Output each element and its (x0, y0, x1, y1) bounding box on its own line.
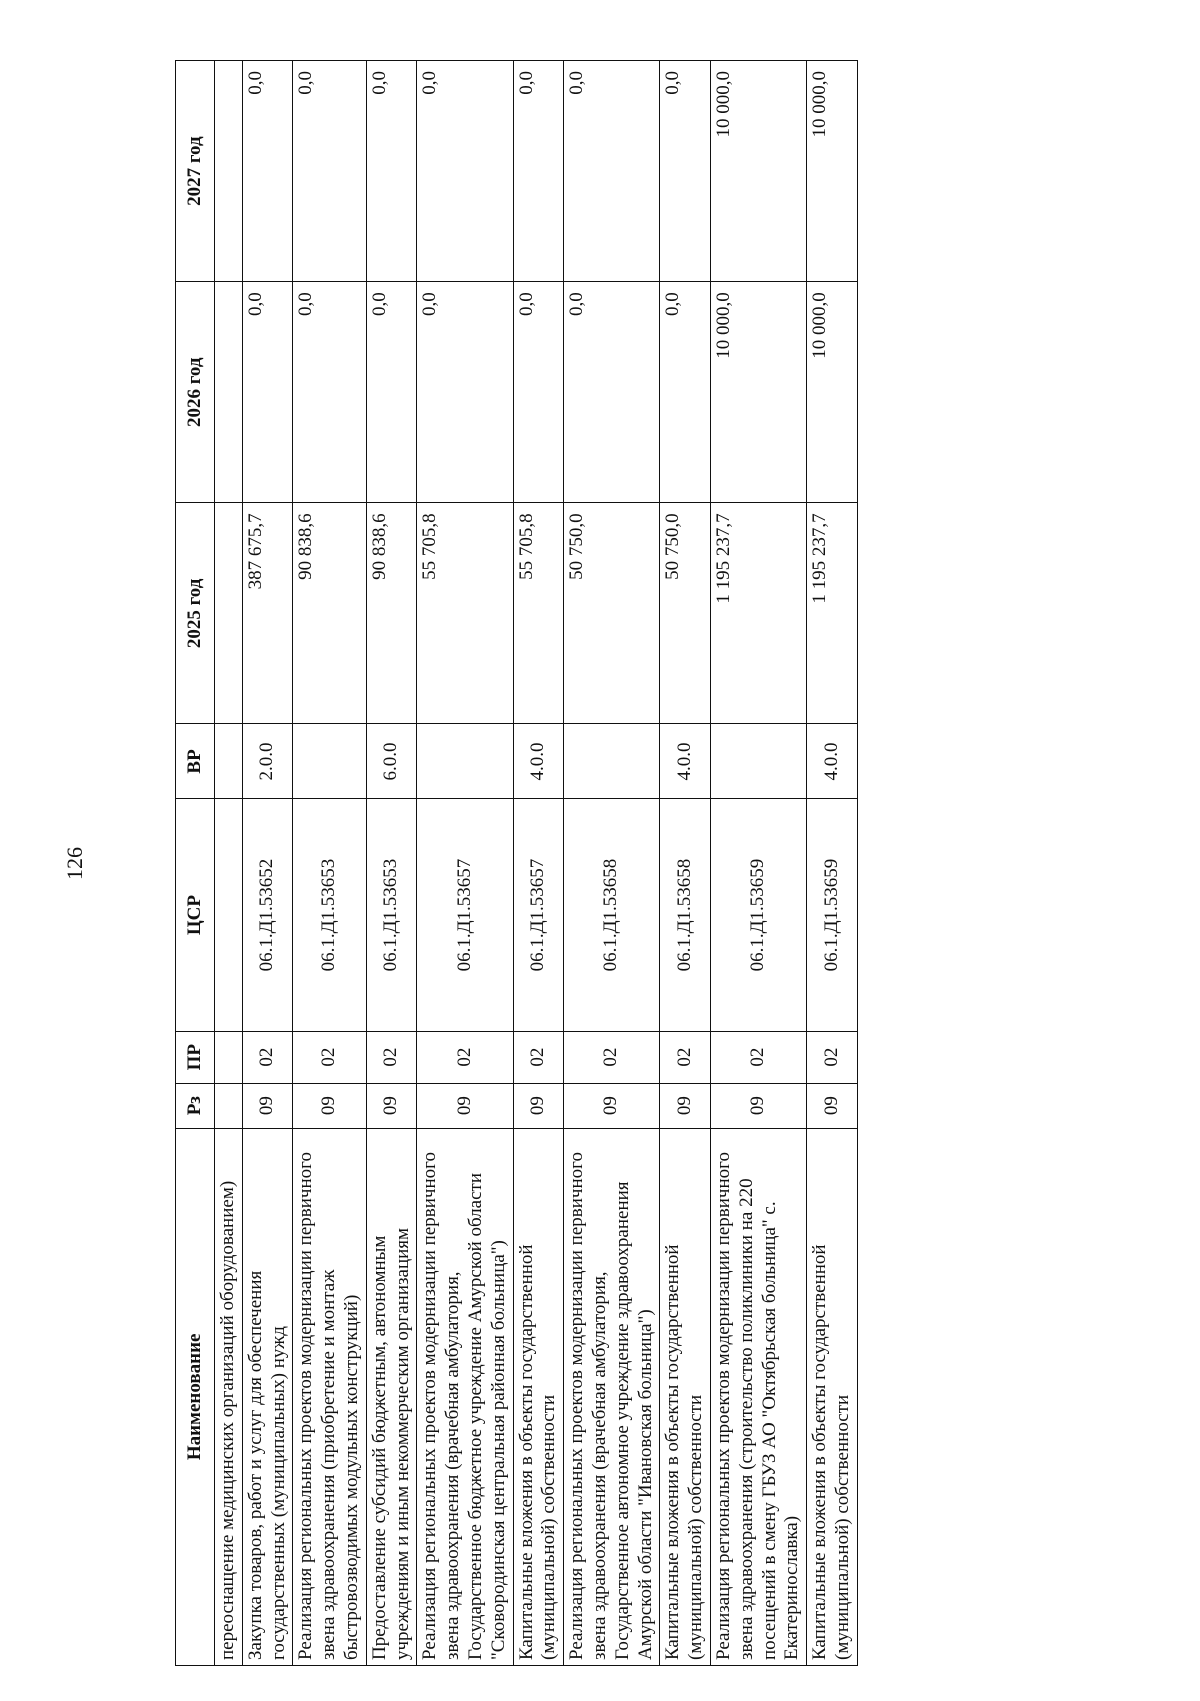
cell-2027: 10 000,0 (710, 61, 806, 282)
cell-name: Капитальные вложения в объекты государственной (муниципальной) собственности (807, 1128, 858, 1665)
cell-2025: 50 750,0 (660, 503, 711, 724)
cell-pr: 02 (660, 1031, 711, 1083)
cell-rz: 09 (293, 1083, 366, 1128)
cell-2026: 0,0 (293, 282, 366, 503)
table-row (215, 61, 243, 1666)
cell-2025: 387 675,7 (242, 503, 293, 724)
cell-2025: 90 838,6 (293, 503, 366, 724)
cell-pr: 02 (366, 1031, 417, 1083)
cell-2026: 0,0 (417, 282, 513, 503)
cell-2026: 0,0 (660, 282, 711, 503)
cell-2025: 90 838,6 (366, 503, 417, 724)
cell-rz: 09 (564, 1083, 660, 1128)
cell-2026: 0,0 (564, 282, 660, 503)
table-header-row (176, 61, 215, 1666)
table-row (513, 61, 564, 1666)
header-pr: ПР (176, 1031, 215, 1083)
cell-2027: 0,0 (242, 61, 293, 282)
cell-2027: 0,0 (366, 61, 417, 282)
cell-pr: 02 (710, 1031, 806, 1083)
cell-2025: 50 750,0 (564, 503, 660, 724)
cell-2027: 0,0 (564, 61, 660, 282)
cell-name: Реализация региональных проектов модернизации первичного звена здравоохранения (врачебная амбулатория, Государственное автономное учреждение здравоохранения Амурской области "Ивановская больница") (564, 1128, 660, 1665)
table-row (564, 61, 660, 1666)
cell-rz: 09 (710, 1083, 806, 1128)
cell-csr: 06.1.Д1.53658 (564, 799, 660, 1031)
cell-name: Предоставление субсидий бюджетным, автономным учреждениям и иным некоммерческим организациям (366, 1128, 417, 1665)
header-2027: 2027 год (176, 61, 215, 282)
cell-2027: 0,0 (660, 61, 711, 282)
table-row (366, 61, 417, 1666)
cell-pr: 02 (807, 1031, 858, 1083)
cell-rz (215, 1083, 243, 1128)
cell-csr: 06.1.Д1.53653 (293, 799, 366, 1031)
cell-name: Капитальные вложения в объекты государственной (муниципальной) собственности (513, 1128, 564, 1665)
cell-pr: 02 (564, 1031, 660, 1083)
cell-name: Реализация региональных проектов модернизации первичного звена здравоохранения (врачебная амбулатория, Государственное бюджетное учреждение Амурской области "Сковородинская центральная районная больница") (417, 1128, 513, 1665)
page-number: 126 (62, 847, 87, 880)
cell-name: Закупка товаров, работ и услуг для обеспечения государственных (муниципальных) нужд (242, 1128, 293, 1665)
cell-2027: 10 000,0 (807, 61, 858, 282)
cell-2025: 1 195 237,7 (710, 503, 806, 724)
header-csr: ЦСР (176, 799, 215, 1031)
header-2025: 2025 год (176, 503, 215, 724)
cell-csr: 06.1.Д1.53658 (660, 799, 711, 1031)
cell-2026: 0,0 (366, 282, 417, 503)
header-name: Наименование (176, 1128, 215, 1665)
cell-rz: 09 (807, 1083, 858, 1128)
cell-2027 (215, 61, 243, 282)
cell-2025: 55 705,8 (417, 503, 513, 724)
cell-csr (215, 799, 243, 1031)
cell-csr: 06.1.Д1.53657 (417, 799, 513, 1031)
table-row (807, 61, 858, 1666)
cell-2026: 10 000,0 (710, 282, 806, 503)
cell-vr: 4.0.0 (660, 724, 711, 799)
cell-pr: 02 (513, 1031, 564, 1083)
cell-pr: 02 (293, 1031, 366, 1083)
header-rz: Рз (176, 1083, 215, 1128)
table-row (660, 61, 711, 1666)
cell-rz: 09 (660, 1083, 711, 1128)
cell-csr: 06.1.Д1.53653 (366, 799, 417, 1031)
budget-table (175, 60, 858, 1666)
budget-table-sheet (175, 60, 858, 1666)
cell-pr (215, 1031, 243, 1083)
cell-vr: 2.0.0 (242, 724, 293, 799)
header-2026: 2026 год (176, 282, 215, 503)
table-row (242, 61, 293, 1666)
table-row (710, 61, 806, 1666)
cell-vr (417, 724, 513, 799)
cell-name: Реализация региональных проектов модернизации первичного звена здравоохранения (приобретение и монтаж быстровозводимых модульных конструкций) (293, 1128, 366, 1665)
cell-csr: 06.1.Д1.53659 (710, 799, 806, 1031)
cell-name: Реализация региональных проектов модернизации первичного звена здравоохранения (строительство поликлиники на 220 посещений в смену ГБУЗ АО "Октябрьская больница" с. Екатеринославка) (710, 1128, 806, 1665)
cell-csr: 06.1.Д1.53652 (242, 799, 293, 1031)
cell-rz: 09 (242, 1083, 293, 1128)
cell-vr: 4.0.0 (513, 724, 564, 799)
cell-rz: 09 (366, 1083, 417, 1128)
cell-vr (215, 724, 243, 799)
cell-rz: 09 (513, 1083, 564, 1128)
cell-2025 (215, 503, 243, 724)
cell-pr: 02 (242, 1031, 293, 1083)
cell-vr (564, 724, 660, 799)
cell-csr: 06.1.Д1.53657 (513, 799, 564, 1031)
cell-2025: 1 195 237,7 (807, 503, 858, 724)
table-row (417, 61, 513, 1666)
table-row (293, 61, 366, 1666)
cell-2027: 0,0 (417, 61, 513, 282)
cell-name: Капитальные вложения в объекты государственной (муниципальной) собственности (660, 1128, 711, 1665)
cell-2026: 0,0 (242, 282, 293, 503)
cell-2026: 10 000,0 (807, 282, 858, 503)
cell-2027: 0,0 (513, 61, 564, 282)
cell-vr (293, 724, 366, 799)
cell-pr: 02 (417, 1031, 513, 1083)
header-vr: ВР (176, 724, 215, 799)
cell-2027: 0,0 (293, 61, 366, 282)
cell-2025: 55 705,8 (513, 503, 564, 724)
cell-rz: 09 (417, 1083, 513, 1128)
cell-name: переоснащение медицинских организаций оборудованием) (215, 1128, 243, 1665)
cell-vr: 4.0.0 (807, 724, 858, 799)
cell-vr: 6.0.0 (366, 724, 417, 799)
cell-2026 (215, 282, 243, 503)
cell-vr (710, 724, 806, 799)
cell-2026: 0,0 (513, 282, 564, 503)
cell-csr: 06.1.Д1.53659 (807, 799, 858, 1031)
